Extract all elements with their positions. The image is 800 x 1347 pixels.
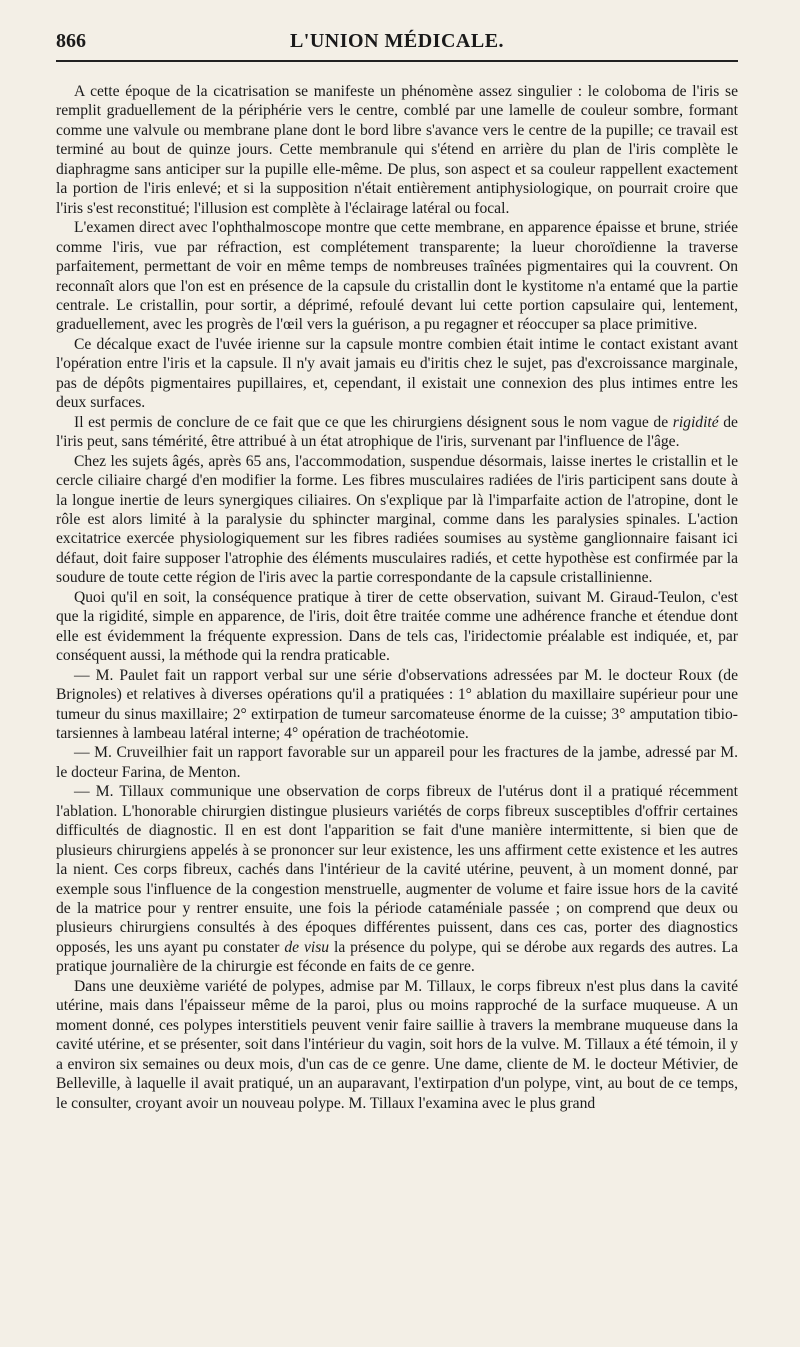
paragraph-6: Quoi qu'il en soit, la conséquence pratique à tirer de cette observation, suivant M. Giraud-Teulon, c'est que la rigidité, simple en apparence, de l'iris, doit être traitée comme une adhérence franche et étendue dont elle est évidemment la fréquente expression. Dans de tels cas, l'iridectomie préalable est indiquée, et, par conséquent aussi, la méthode qui la rendra praticable.	[56, 588, 738, 665]
paragraph-5: Chez les sujets âgés, après 65 ans, l'accommodation, suspendue désormais, laisse inertes le cristallin et le cercle ciliaire chargé d'en modifier la forme. Les fibres musculaires radiées de l'iris participent sans doute à la longue inertie de leurs synergiques ciliaires. On s'explique par là l'imparfaite action de l'atropine, dont le rôle est alors limité à la paralysie du sphincter marginal, comme dans les paralysies spinales. L'action excitatrice exercée physiologiquement sur les fibres radiées soumises au système ganglionnaire faisant ici défaut, doit faire supposer l'atrophie des éléments musculaires radiés, et cette hypothèse est confirmée par la soudure de toute cette région de l'iris avec la partie correspondante de la capsule cristallinienne.	[56, 452, 738, 587]
paragraph-10: Dans une deuxième variété de polypes, admise par M. Tillaux, le corps fibreux n'est plus dans la cavité utérine, mais dans l'épaisseur même de la paroi, plus ou moins rapproché de la surface muqueuse. A un moment donné, ces polypes interstitiels peuvent venir faire saillie à travers la membrane muqueuse dans la cavité utérine, et se présenter, soit dans l'intérieur du vagin, soit hors de la vulve. M. Tillaux a été témoin, il y a environ six semaines ou deux mois, d'un cas de ce genre. Une dame, cliente de M. le docteur Métivier, de Belleville, à laquelle il avait pratiqué, un an auparavant, l'extirpation d'un polype, vint, au bout de ce temps, le consulter, croyant avoir un nouveau polype. M. Tillaux l'examina avec le plus grand	[56, 977, 738, 1112]
paragraph-4	[56, 413, 738, 452]
paragraph-7: — M. Paulet fait un rapport verbal sur une série d'observations adressées par M. le docteur Roux (de Brignoles) et relatives à diverses opérations qu'il a pratiquées : 1° ablation du maxillaire supérieur pour une tumeur du sinus maxillaire; 2° extirpation de tumeur sarcomateuse énorme de la cuisse; 3° amputation tibio-tarsiennes à lambeau latéral interne; 4° opération de trachéotomie.	[56, 666, 738, 742]
paragraph-1: A cette époque de la cicatrisation se manifeste un phénomène assez singulier : le coloboma de l'iris se remplit graduellement de la périphérie vers le centre, comblé par une lamelle de couleur sombre, formant comme une valvule ou membrane plane dont le bord libre s'avance vers le centre de la pupille; ce travail est terminé au bout de quinze jours. Cette membranule qui s'étend en arrière du plan de l'iris complète le diaphragme sans anticiper sur la pupille elle-même. De plus, son aspect et sa couleur rappellent exactement la portion de l'iris enlevé; et si la supposition n'était entièrement antiphysiologique, on pourrait croire que l'iris s'est reconstitué; l'illusion est complète à l'éclairage latéral ou focal.	[56, 83, 738, 217]
paragraph-4-before: Il est permis de conclure de ce fait que ce que les chirurgiens désignent sous le nom vague de	[74, 413, 673, 431]
paragraph-9	[56, 782, 738, 977]
term-de-visu: de visu	[284, 938, 330, 956]
paragraph-9-before: — M. Tillaux communique une observation de corps fibreux de l'utérus dont il a pratiqué récemment l'ablation. L'honorable chirurgien distingue plusieurs variétés de corps fibreux susceptibles d'offrir certaines difficultés de diagnostic. Il en est dont l'apparition se fait d'une manière intermittente, si bien que de plusieurs chirurgiens appelés à se prononcer sur leur existence, les uns affirment cette existence et les autres la nient. Ces corps fibreux, cachés dans l'intérieur de la cavité utérine, peuvent, à un moment donné, par exemple sous l'influence de la congestion menstruelle, augmenter de volume et faire issue hors de la cavité de la matrice pour y rentrer ensuite, une fois la période cataméniale passée ; on comprend que deux ou plusieurs chirurgiens consultés à des époques différentes puissent, dans ces cas, porter des diagnostics opposés, les uns ayant pu constater	[56, 783, 738, 956]
paragraph-2: L'examen direct avec l'ophthalmoscope montre que cette membrane, en apparence épaisse et brune, striée comme l'iris, vue par réfraction, est complétement transparente; la lueur choroïdienne la traverse parfaitement, permettant de voir en même temps de nombreuses traînées pigmentaires qui la couvrent. On reconnaît alors que l'on est en présence de la capsule du cristallin dont le kystitome n'a entamé que la partie centrale. Le cristallin, pour sortir, a déprimé, refoulé devant lui cette portion capsulaire qui, lentement, graduellement, avec les progrès de l'œil vers la guérison, a pu regagner et réoccuper sa place primitive.	[56, 219, 738, 334]
article-body	[56, 82, 738, 1113]
page-number: 866	[56, 30, 86, 52]
paragraph-8: — M. Cruveilhier fait un rapport favorable sur un appareil pour les fractures de la jambe, adressé par M. le docteur Farina, de Menton.	[56, 744, 738, 781]
running-title: L'UNION MÉDICALE.	[289, 30, 505, 52]
page-header	[56, 22, 738, 62]
paragraph-9-after: la présence du polype, qui se dérobe aux regards des autres. La pratique journalière de la chirurgie est féconde en faits de ce genre.	[56, 938, 738, 976]
paragraph-4-after: de l'iris peut, sans témérité, être attribué à un état atrophique de l'iris, survenant par l'influence de l'âge.	[56, 413, 738, 451]
term-rigidite: rigidité	[672, 413, 719, 431]
paragraph-3: Ce décalque exact de l'uvée irienne sur la capsule montre combien était intime le contact existant avant l'opération entre l'iris et la capsule. Il n'y avait jamais eu d'iritis chez le sujet, pas d'excroissance marginale, pas de dépôts pigmentaires pupillaires, et, cependant, il existait une connexion des plus intimes entre les deux surfaces.	[56, 335, 738, 412]
